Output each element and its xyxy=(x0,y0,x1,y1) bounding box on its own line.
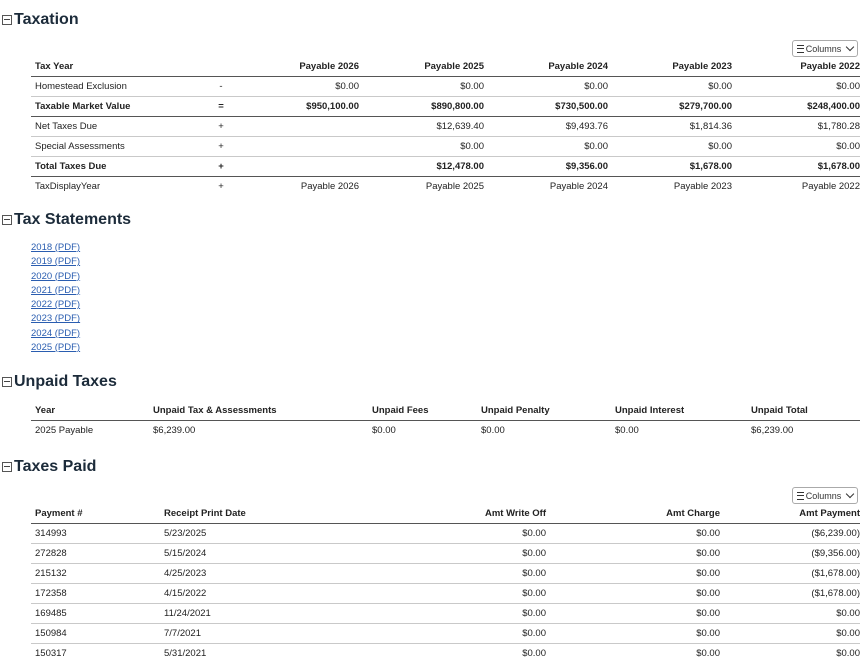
cell: Payable 2026 xyxy=(261,177,359,197)
chevron-down-icon xyxy=(846,43,854,51)
columns-button[interactable]: Columns xyxy=(792,40,858,57)
row-label: Homestead Exclusion xyxy=(31,77,181,97)
statement-link-2022[interactable]: 2022 (PDF) xyxy=(31,298,80,312)
row-label: Special Assessments xyxy=(31,137,181,157)
list-icon xyxy=(797,492,804,500)
cell: 314993 xyxy=(31,524,164,544)
table-row xyxy=(31,177,860,197)
cell xyxy=(261,117,359,137)
statement-link-2025[interactable]: 2025 (PDF) xyxy=(31,341,80,355)
chevron-down-icon xyxy=(846,490,854,498)
section-tax-statements[interactable] xyxy=(2,211,131,229)
cell: $0.00 xyxy=(546,524,720,544)
column-header: Unpaid Fees xyxy=(372,401,481,421)
table-row xyxy=(31,644,860,663)
row-operator: + xyxy=(181,157,261,177)
row-operator: - xyxy=(181,77,261,97)
cell: $12,478.00 xyxy=(359,157,484,177)
section-title: Taxation xyxy=(14,11,79,29)
table-row xyxy=(31,604,860,624)
row-label: Taxable Market Value xyxy=(31,97,181,117)
cell: 4/15/2022 xyxy=(164,584,364,604)
cell: $0.00 xyxy=(720,604,860,624)
column-header: Payable 2022 xyxy=(732,57,860,77)
collapse-icon[interactable] xyxy=(2,15,12,25)
cell: $0.00 xyxy=(484,137,608,157)
cell: $0.00 xyxy=(546,564,720,584)
table-row xyxy=(31,544,860,564)
column-header xyxy=(181,57,261,77)
cell: $0.00 xyxy=(546,644,720,663)
cell: Payable 2024 xyxy=(484,177,608,197)
cell xyxy=(261,137,359,157)
column-header: Unpaid Interest xyxy=(615,401,751,421)
cell: $0.00 xyxy=(608,137,732,157)
cell: $0.00 xyxy=(359,137,484,157)
collapse-icon[interactable] xyxy=(2,377,12,387)
table-row xyxy=(31,524,860,544)
cell: $12,639.40 xyxy=(359,117,484,137)
column-header: Unpaid Total xyxy=(751,401,860,421)
statement-link-2021[interactable]: 2021 (PDF) xyxy=(31,284,80,298)
cell: 169485 xyxy=(31,604,164,624)
row-operator: + xyxy=(181,137,261,157)
cell: $0.00 xyxy=(546,584,720,604)
column-header: Payable 2023 xyxy=(608,57,732,77)
cell: $950,100.00 xyxy=(261,97,359,117)
cell: $0.00 xyxy=(364,604,546,624)
section-unpaid-taxes[interactable] xyxy=(2,373,117,391)
cell: 5/23/2025 xyxy=(164,524,364,544)
column-header: Payable 2024 xyxy=(484,57,608,77)
cell: 2025 Payable xyxy=(31,421,153,441)
table-row xyxy=(31,157,860,177)
list-icon xyxy=(797,45,804,53)
column-header: Tax Year xyxy=(31,57,181,77)
cell: 5/31/2021 xyxy=(164,644,364,663)
cell: $0.00 xyxy=(732,137,860,157)
taxes-paid-table xyxy=(31,504,860,663)
cell: $0.00 xyxy=(372,421,481,441)
cell: 215132 xyxy=(31,564,164,584)
cell: $0.00 xyxy=(732,77,860,97)
column-header: Payable 2025 xyxy=(359,57,484,77)
cell: $0.00 xyxy=(720,644,860,663)
cell: $1,780.28 xyxy=(732,117,860,137)
statement-links xyxy=(31,241,80,355)
cell: Payable 2023 xyxy=(608,177,732,197)
row-operator: = xyxy=(181,97,261,117)
column-header: Amt Payment xyxy=(720,504,860,524)
taxation-table xyxy=(31,57,860,196)
cell: 4/25/2023 xyxy=(164,564,364,584)
cell: Payable 2022 xyxy=(732,177,860,197)
cell: $0.00 xyxy=(546,604,720,624)
cell: $9,493.76 xyxy=(484,117,608,137)
cell: 172358 xyxy=(31,584,164,604)
statement-link-2023[interactable]: 2023 (PDF) xyxy=(31,312,80,326)
cell: ($9,356.00) xyxy=(720,544,860,564)
column-header: Amt Charge xyxy=(546,504,720,524)
cell: Payable 2025 xyxy=(359,177,484,197)
row-operator: + xyxy=(181,177,261,197)
cell: $0.00 xyxy=(615,421,751,441)
cell: $0.00 xyxy=(608,77,732,97)
cell: $0.00 xyxy=(261,77,359,97)
row-label: Net Taxes Due xyxy=(31,117,181,137)
row-label: Total Taxes Due xyxy=(31,157,181,177)
statement-link-2019[interactable]: 2019 (PDF) xyxy=(31,255,80,269)
cell: $6,239.00 xyxy=(153,421,372,441)
cell: 7/7/2021 xyxy=(164,624,364,644)
unpaid-table xyxy=(31,401,860,440)
statement-link-2020[interactable]: 2020 (PDF) xyxy=(31,270,80,284)
cell: $730,500.00 xyxy=(484,97,608,117)
cell: $0.00 xyxy=(364,624,546,644)
cell: ($1,678.00) xyxy=(720,584,860,604)
cell: $1,814.36 xyxy=(608,117,732,137)
row-label: TaxDisplayYear xyxy=(31,177,181,197)
column-header: Unpaid Tax & Assessments xyxy=(153,401,372,421)
cell: $0.00 xyxy=(364,644,546,663)
cell: $1,678.00 xyxy=(732,157,860,177)
statement-link-2024[interactable]: 2024 (PDF) xyxy=(31,327,80,341)
cell: ($6,239.00) xyxy=(720,524,860,544)
cell: 272828 xyxy=(31,544,164,564)
table-row xyxy=(31,564,860,584)
cell: $0.00 xyxy=(720,624,860,644)
table-row xyxy=(31,117,860,137)
cell xyxy=(261,157,359,177)
cell: $0.00 xyxy=(546,624,720,644)
table-row xyxy=(31,97,860,117)
cell: 5/15/2024 xyxy=(164,544,364,564)
column-header: Unpaid Penalty xyxy=(481,401,615,421)
columns-button[interactable]: Columns xyxy=(792,487,858,504)
cell: $890,800.00 xyxy=(359,97,484,117)
cell: $0.00 xyxy=(359,77,484,97)
cell: 11/24/2021 xyxy=(164,604,364,624)
table-row xyxy=(31,137,860,157)
section-title: Tax Statements xyxy=(14,211,131,229)
cell: $0.00 xyxy=(364,544,546,564)
cell: $0.00 xyxy=(364,524,546,544)
cell: $0.00 xyxy=(364,584,546,604)
row-operator: + xyxy=(181,117,261,137)
cell: $9,356.00 xyxy=(484,157,608,177)
statement-link-2018[interactable]: 2018 (PDF) xyxy=(31,241,80,255)
column-header: Payment # xyxy=(31,504,164,524)
collapse-icon[interactable] xyxy=(2,462,12,472)
cell: $6,239.00 xyxy=(751,421,860,441)
collapse-icon[interactable] xyxy=(2,215,12,225)
cell: $1,678.00 xyxy=(608,157,732,177)
cell: $0.00 xyxy=(481,421,615,441)
section-taxes-paid[interactable] xyxy=(2,458,96,476)
cell: $248,400.00 xyxy=(732,97,860,117)
cell: ($1,678.00) xyxy=(720,564,860,584)
table-row xyxy=(31,624,860,644)
table-row xyxy=(31,584,860,604)
column-header: Year xyxy=(31,401,153,421)
cell: 150317 xyxy=(31,644,164,663)
cell: $279,700.00 xyxy=(608,97,732,117)
table-row xyxy=(31,77,860,97)
column-header: Payable 2026 xyxy=(261,57,359,77)
column-header: Receipt Print Date xyxy=(164,504,364,524)
cell: $0.00 xyxy=(484,77,608,97)
cell: $0.00 xyxy=(546,544,720,564)
table-row xyxy=(31,421,860,441)
section-title: Taxes Paid xyxy=(14,458,96,476)
section-title: Unpaid Taxes xyxy=(14,373,117,391)
cell: $0.00 xyxy=(364,564,546,584)
column-header: Amt Write Off xyxy=(364,504,546,524)
section-taxation[interactable] xyxy=(2,11,79,29)
cell: 150984 xyxy=(31,624,164,644)
